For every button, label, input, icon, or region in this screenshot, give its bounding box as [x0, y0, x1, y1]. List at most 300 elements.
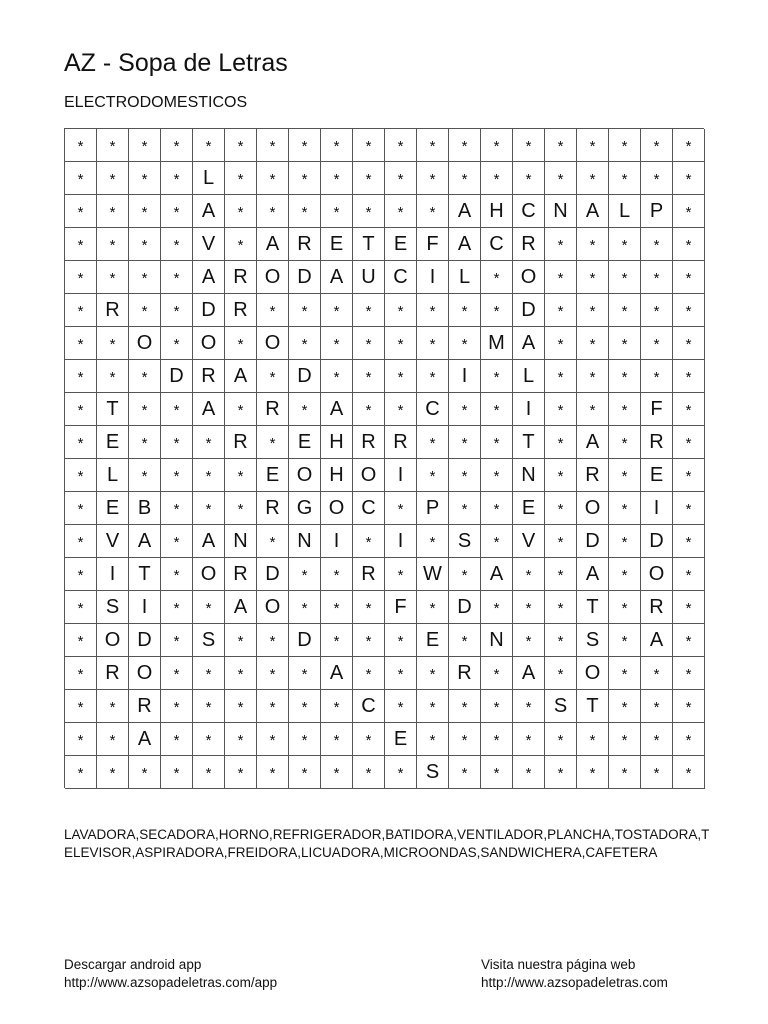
grid-cell[interactable]: *: [353, 657, 385, 690]
grid-cell[interactable]: H: [321, 459, 353, 492]
grid-cell[interactable]: *: [609, 261, 641, 294]
grid-cell[interactable]: *: [673, 558, 705, 591]
grid-cell[interactable]: A: [193, 195, 225, 228]
grid-cell[interactable]: E: [417, 624, 449, 657]
grid-cell[interactable]: *: [353, 195, 385, 228]
grid-cell[interactable]: C: [385, 261, 417, 294]
grid-cell[interactable]: *: [385, 756, 417, 789]
grid-cell[interactable]: *: [65, 294, 97, 327]
grid-cell[interactable]: O: [321, 492, 353, 525]
grid-cell[interactable]: *: [481, 294, 513, 327]
grid-cell[interactable]: *: [577, 360, 609, 393]
grid-cell[interactable]: V: [513, 525, 545, 558]
grid-cell[interactable]: O: [513, 261, 545, 294]
grid-cell[interactable]: *: [225, 723, 257, 756]
grid-cell[interactable]: T: [129, 558, 161, 591]
grid-cell[interactable]: F: [385, 591, 417, 624]
grid-cell[interactable]: *: [257, 624, 289, 657]
grid-cell[interactable]: *: [641, 360, 673, 393]
grid-cell[interactable]: *: [641, 261, 673, 294]
grid-cell[interactable]: *: [385, 360, 417, 393]
grid-cell[interactable]: *: [321, 360, 353, 393]
grid-cell[interactable]: *: [257, 162, 289, 195]
grid-cell[interactable]: *: [161, 129, 193, 162]
grid-cell[interactable]: R: [385, 426, 417, 459]
grid-cell[interactable]: N: [545, 195, 577, 228]
grid-cell[interactable]: *: [129, 162, 161, 195]
grid-cell[interactable]: *: [417, 195, 449, 228]
grid-cell[interactable]: *: [641, 756, 673, 789]
grid-cell[interactable]: *: [97, 261, 129, 294]
grid-cell[interactable]: *: [193, 591, 225, 624]
grid-cell[interactable]: *: [513, 723, 545, 756]
grid-cell[interactable]: *: [673, 162, 705, 195]
grid-cell[interactable]: *: [449, 327, 481, 360]
grid-cell[interactable]: H: [481, 195, 513, 228]
grid-cell[interactable]: A: [449, 228, 481, 261]
grid-cell[interactable]: *: [289, 162, 321, 195]
grid-cell[interactable]: R: [97, 657, 129, 690]
grid-cell[interactable]: *: [353, 525, 385, 558]
grid-cell[interactable]: *: [577, 129, 609, 162]
grid-cell[interactable]: *: [161, 492, 193, 525]
grid-cell[interactable]: *: [545, 657, 577, 690]
grid-cell[interactable]: *: [353, 591, 385, 624]
grid-cell[interactable]: A: [257, 228, 289, 261]
grid-cell[interactable]: *: [609, 393, 641, 426]
grid-cell[interactable]: S: [449, 525, 481, 558]
grid-cell[interactable]: *: [161, 756, 193, 789]
grid-cell[interactable]: O: [257, 591, 289, 624]
grid-cell[interactable]: D: [161, 360, 193, 393]
grid-cell[interactable]: R: [225, 426, 257, 459]
grid-cell[interactable]: *: [545, 393, 577, 426]
grid-cell[interactable]: L: [97, 459, 129, 492]
grid-cell[interactable]: *: [673, 492, 705, 525]
grid-cell[interactable]: N: [289, 525, 321, 558]
grid-cell[interactable]: I: [97, 558, 129, 591]
grid-cell[interactable]: *: [545, 459, 577, 492]
grid-cell[interactable]: A: [641, 624, 673, 657]
grid-cell[interactable]: D: [513, 294, 545, 327]
grid-cell[interactable]: *: [65, 624, 97, 657]
grid-cell[interactable]: *: [513, 591, 545, 624]
grid-cell[interactable]: *: [65, 426, 97, 459]
grid-cell[interactable]: I: [449, 360, 481, 393]
grid-cell[interactable]: I: [385, 525, 417, 558]
grid-cell[interactable]: *: [193, 492, 225, 525]
grid-cell[interactable]: U: [353, 261, 385, 294]
grid-cell[interactable]: *: [545, 162, 577, 195]
grid-cell[interactable]: A: [577, 195, 609, 228]
grid-cell[interactable]: *: [641, 327, 673, 360]
grid-cell[interactable]: *: [289, 690, 321, 723]
grid-cell[interactable]: *: [545, 294, 577, 327]
grid-cell[interactable]: *: [65, 228, 97, 261]
grid-cell[interactable]: *: [449, 690, 481, 723]
grid-cell[interactable]: *: [545, 360, 577, 393]
grid-cell[interactable]: *: [129, 459, 161, 492]
grid-cell[interactable]: O: [641, 558, 673, 591]
grid-cell[interactable]: G: [289, 492, 321, 525]
grid-cell[interactable]: R: [353, 426, 385, 459]
grid-cell[interactable]: *: [65, 129, 97, 162]
grid-cell[interactable]: *: [417, 690, 449, 723]
grid-cell[interactable]: *: [193, 129, 225, 162]
grid-cell[interactable]: *: [481, 261, 513, 294]
grid-cell[interactable]: *: [385, 294, 417, 327]
grid-cell[interactable]: *: [641, 657, 673, 690]
grid-cell[interactable]: H: [321, 426, 353, 459]
grid-cell[interactable]: E: [289, 426, 321, 459]
grid-cell[interactable]: P: [417, 492, 449, 525]
grid-cell[interactable]: I: [385, 459, 417, 492]
grid-cell[interactable]: *: [353, 756, 385, 789]
grid-cell[interactable]: V: [193, 228, 225, 261]
grid-cell[interactable]: *: [65, 756, 97, 789]
grid-cell[interactable]: A: [577, 426, 609, 459]
grid-cell[interactable]: *: [97, 756, 129, 789]
grid-cell[interactable]: *: [609, 558, 641, 591]
grid-cell[interactable]: A: [321, 393, 353, 426]
grid-cell[interactable]: O: [193, 327, 225, 360]
grid-cell[interactable]: A: [225, 591, 257, 624]
grid-cell[interactable]: F: [417, 228, 449, 261]
grid-cell[interactable]: *: [97, 195, 129, 228]
grid-cell[interactable]: *: [481, 360, 513, 393]
grid-cell[interactable]: *: [449, 162, 481, 195]
grid-cell[interactable]: R: [225, 558, 257, 591]
grid-cell[interactable]: F: [641, 393, 673, 426]
grid-cell[interactable]: *: [161, 690, 193, 723]
grid-cell[interactable]: *: [321, 624, 353, 657]
grid-cell[interactable]: *: [193, 657, 225, 690]
grid-cell[interactable]: L: [513, 360, 545, 393]
grid-cell[interactable]: *: [481, 657, 513, 690]
grid-cell[interactable]: O: [129, 657, 161, 690]
grid-cell[interactable]: *: [353, 129, 385, 162]
grid-cell[interactable]: *: [289, 756, 321, 789]
grid-cell[interactable]: *: [481, 393, 513, 426]
grid-cell[interactable]: *: [385, 162, 417, 195]
grid-cell[interactable]: T: [577, 591, 609, 624]
grid-cell[interactable]: *: [609, 228, 641, 261]
grid-cell[interactable]: *: [353, 723, 385, 756]
grid-cell[interactable]: *: [385, 624, 417, 657]
grid-cell[interactable]: *: [161, 294, 193, 327]
grid-cell[interactable]: A: [513, 327, 545, 360]
grid-cell[interactable]: *: [257, 657, 289, 690]
grid-cell[interactable]: O: [193, 558, 225, 591]
grid-cell[interactable]: *: [481, 162, 513, 195]
grid-cell[interactable]: *: [545, 327, 577, 360]
grid-cell[interactable]: *: [481, 492, 513, 525]
grid-cell[interactable]: *: [129, 228, 161, 261]
grid-cell[interactable]: *: [673, 261, 705, 294]
grid-cell[interactable]: A: [225, 360, 257, 393]
grid-cell[interactable]: *: [513, 162, 545, 195]
grid-cell[interactable]: *: [225, 195, 257, 228]
grid-cell[interactable]: R: [641, 426, 673, 459]
grid-cell[interactable]: E: [257, 459, 289, 492]
grid-cell[interactable]: *: [289, 558, 321, 591]
grid-cell[interactable]: A: [193, 393, 225, 426]
grid-cell[interactable]: A: [193, 261, 225, 294]
grid-cell[interactable]: *: [449, 426, 481, 459]
grid-cell[interactable]: *: [353, 624, 385, 657]
grid-cell[interactable]: *: [65, 195, 97, 228]
grid-cell[interactable]: *: [161, 327, 193, 360]
grid-cell[interactable]: *: [641, 723, 673, 756]
grid-cell[interactable]: R: [289, 228, 321, 261]
grid-cell[interactable]: D: [257, 558, 289, 591]
grid-cell[interactable]: *: [65, 261, 97, 294]
grid-cell[interactable]: R: [129, 690, 161, 723]
grid-cell[interactable]: *: [577, 294, 609, 327]
grid-cell[interactable]: *: [449, 756, 481, 789]
grid-cell[interactable]: E: [385, 723, 417, 756]
grid-cell[interactable]: *: [129, 129, 161, 162]
grid-cell[interactable]: *: [673, 756, 705, 789]
grid-cell[interactable]: B: [129, 492, 161, 525]
grid-cell[interactable]: *: [545, 591, 577, 624]
grid-cell[interactable]: *: [321, 723, 353, 756]
grid-cell[interactable]: I: [417, 261, 449, 294]
grid-cell[interactable]: *: [385, 492, 417, 525]
grid-cell[interactable]: E: [513, 492, 545, 525]
grid-cell[interactable]: *: [161, 195, 193, 228]
grid-cell[interactable]: E: [385, 228, 417, 261]
grid-cell[interactable]: *: [609, 690, 641, 723]
grid-cell[interactable]: *: [161, 228, 193, 261]
grid-cell[interactable]: *: [225, 624, 257, 657]
grid-cell[interactable]: *: [129, 426, 161, 459]
grid-cell[interactable]: *: [417, 459, 449, 492]
grid-cell[interactable]: *: [225, 129, 257, 162]
grid-cell[interactable]: *: [65, 657, 97, 690]
grid-cell[interactable]: R: [193, 360, 225, 393]
grid-cell[interactable]: *: [417, 426, 449, 459]
grid-cell[interactable]: *: [257, 756, 289, 789]
grid-cell[interactable]: O: [129, 327, 161, 360]
grid-cell[interactable]: *: [129, 360, 161, 393]
grid-cell[interactable]: *: [609, 294, 641, 327]
grid-cell[interactable]: *: [225, 657, 257, 690]
grid-cell[interactable]: *: [289, 657, 321, 690]
grid-cell[interactable]: *: [673, 690, 705, 723]
grid-cell[interactable]: *: [545, 723, 577, 756]
grid-cell[interactable]: *: [161, 657, 193, 690]
website-link[interactable]: http://www.azsopadeletras.com: [481, 975, 668, 990]
grid-cell[interactable]: I: [129, 591, 161, 624]
grid-cell[interactable]: I: [321, 525, 353, 558]
grid-cell[interactable]: *: [129, 195, 161, 228]
grid-cell[interactable]: T: [97, 393, 129, 426]
grid-cell[interactable]: R: [577, 459, 609, 492]
grid-cell[interactable]: S: [193, 624, 225, 657]
grid-cell[interactable]: *: [257, 195, 289, 228]
grid-cell[interactable]: *: [673, 624, 705, 657]
grid-cell[interactable]: D: [577, 525, 609, 558]
grid-cell[interactable]: *: [65, 492, 97, 525]
grid-cell[interactable]: E: [321, 228, 353, 261]
grid-cell[interactable]: *: [577, 228, 609, 261]
grid-cell[interactable]: *: [321, 195, 353, 228]
grid-cell[interactable]: R: [97, 294, 129, 327]
grid-cell[interactable]: R: [513, 228, 545, 261]
grid-cell[interactable]: *: [225, 228, 257, 261]
grid-cell[interactable]: *: [353, 393, 385, 426]
grid-cell[interactable]: A: [129, 723, 161, 756]
grid-cell[interactable]: *: [609, 459, 641, 492]
grid-cell[interactable]: *: [449, 723, 481, 756]
grid-cell[interactable]: *: [321, 294, 353, 327]
grid-cell[interactable]: R: [449, 657, 481, 690]
grid-cell[interactable]: *: [609, 624, 641, 657]
grid-cell[interactable]: *: [513, 624, 545, 657]
grid-cell[interactable]: *: [321, 591, 353, 624]
grid-cell[interactable]: *: [161, 426, 193, 459]
grid-cell[interactable]: A: [193, 525, 225, 558]
grid-cell[interactable]: *: [161, 558, 193, 591]
grid-cell[interactable]: *: [609, 162, 641, 195]
grid-cell[interactable]: T: [353, 228, 385, 261]
grid-cell[interactable]: A: [129, 525, 161, 558]
grid-cell[interactable]: *: [321, 327, 353, 360]
grid-cell[interactable]: *: [449, 294, 481, 327]
grid-cell[interactable]: *: [417, 294, 449, 327]
grid-cell[interactable]: *: [545, 228, 577, 261]
grid-cell[interactable]: *: [161, 525, 193, 558]
grid-cell[interactable]: E: [641, 459, 673, 492]
grid-cell[interactable]: *: [385, 393, 417, 426]
grid-cell[interactable]: *: [609, 327, 641, 360]
grid-cell[interactable]: O: [289, 459, 321, 492]
grid-cell[interactable]: N: [513, 459, 545, 492]
grid-cell[interactable]: *: [673, 591, 705, 624]
grid-cell[interactable]: *: [609, 723, 641, 756]
grid-cell[interactable]: A: [513, 657, 545, 690]
grid-cell[interactable]: *: [609, 426, 641, 459]
grid-cell[interactable]: *: [481, 525, 513, 558]
grid-cell[interactable]: O: [257, 261, 289, 294]
grid-cell[interactable]: *: [385, 129, 417, 162]
grid-cell[interactable]: *: [257, 129, 289, 162]
grid-cell[interactable]: C: [513, 195, 545, 228]
grid-cell[interactable]: *: [193, 756, 225, 789]
grid-cell[interactable]: *: [673, 129, 705, 162]
grid-cell[interactable]: *: [257, 723, 289, 756]
grid-cell[interactable]: *: [97, 360, 129, 393]
grid-cell[interactable]: *: [641, 162, 673, 195]
grid-cell[interactable]: T: [577, 690, 609, 723]
grid-cell[interactable]: *: [481, 690, 513, 723]
grid-cell[interactable]: O: [97, 624, 129, 657]
grid-cell[interactable]: *: [65, 690, 97, 723]
grid-cell[interactable]: R: [257, 492, 289, 525]
grid-cell[interactable]: *: [97, 723, 129, 756]
grid-cell[interactable]: *: [545, 525, 577, 558]
grid-cell[interactable]: *: [449, 129, 481, 162]
grid-cell[interactable]: *: [449, 624, 481, 657]
grid-cell[interactable]: *: [481, 459, 513, 492]
grid-cell[interactable]: A: [321, 657, 353, 690]
grid-cell[interactable]: *: [385, 690, 417, 723]
grid-cell[interactable]: *: [225, 690, 257, 723]
grid-cell[interactable]: *: [673, 228, 705, 261]
grid-cell[interactable]: *: [225, 492, 257, 525]
grid-cell[interactable]: *: [577, 162, 609, 195]
grid-cell[interactable]: *: [129, 756, 161, 789]
grid-cell[interactable]: *: [673, 360, 705, 393]
grid-cell[interactable]: *: [609, 129, 641, 162]
grid-cell[interactable]: *: [65, 723, 97, 756]
grid-cell[interactable]: D: [289, 624, 321, 657]
grid-cell[interactable]: *: [129, 294, 161, 327]
grid-cell[interactable]: *: [577, 756, 609, 789]
grid-cell[interactable]: R: [225, 294, 257, 327]
grid-cell[interactable]: *: [65, 591, 97, 624]
grid-cell[interactable]: D: [193, 294, 225, 327]
grid-cell[interactable]: *: [353, 294, 385, 327]
grid-cell[interactable]: *: [97, 162, 129, 195]
grid-cell[interactable]: *: [321, 558, 353, 591]
grid-cell[interactable]: L: [449, 261, 481, 294]
grid-cell[interactable]: *: [673, 294, 705, 327]
grid-cell[interactable]: *: [257, 690, 289, 723]
grid-cell[interactable]: *: [385, 327, 417, 360]
grid-cell[interactable]: *: [641, 228, 673, 261]
grid-cell[interactable]: I: [641, 492, 673, 525]
grid-cell[interactable]: *: [673, 723, 705, 756]
grid-cell[interactable]: *: [417, 591, 449, 624]
grid-cell[interactable]: *: [385, 558, 417, 591]
grid-cell[interactable]: *: [641, 294, 673, 327]
grid-cell[interactable]: *: [545, 756, 577, 789]
grid-cell[interactable]: *: [481, 129, 513, 162]
grid-cell[interactable]: R: [225, 261, 257, 294]
grid-cell[interactable]: L: [193, 162, 225, 195]
grid-cell[interactable]: D: [289, 261, 321, 294]
grid-cell[interactable]: *: [289, 195, 321, 228]
grid-cell[interactable]: *: [225, 393, 257, 426]
grid-cell[interactable]: O: [353, 459, 385, 492]
grid-cell[interactable]: *: [65, 459, 97, 492]
grid-cell[interactable]: *: [65, 162, 97, 195]
grid-cell[interactable]: *: [321, 756, 353, 789]
grid-cell[interactable]: D: [449, 591, 481, 624]
grid-cell[interactable]: *: [609, 657, 641, 690]
grid-cell[interactable]: *: [289, 294, 321, 327]
grid-cell[interactable]: *: [513, 756, 545, 789]
grid-cell[interactable]: *: [65, 558, 97, 591]
grid-cell[interactable]: *: [193, 723, 225, 756]
grid-cell[interactable]: *: [65, 525, 97, 558]
grid-cell[interactable]: N: [225, 525, 257, 558]
grid-cell[interactable]: *: [481, 723, 513, 756]
grid-cell[interactable]: *: [417, 327, 449, 360]
grid-cell[interactable]: *: [65, 393, 97, 426]
grid-cell[interactable]: *: [577, 261, 609, 294]
grid-cell[interactable]: *: [353, 327, 385, 360]
grid-cell[interactable]: *: [257, 525, 289, 558]
grid-cell[interactable]: *: [97, 129, 129, 162]
grid-cell[interactable]: *: [65, 327, 97, 360]
grid-cell[interactable]: *: [481, 756, 513, 789]
grid-cell[interactable]: *: [673, 459, 705, 492]
grid-cell[interactable]: A: [449, 195, 481, 228]
grid-cell[interactable]: *: [417, 657, 449, 690]
